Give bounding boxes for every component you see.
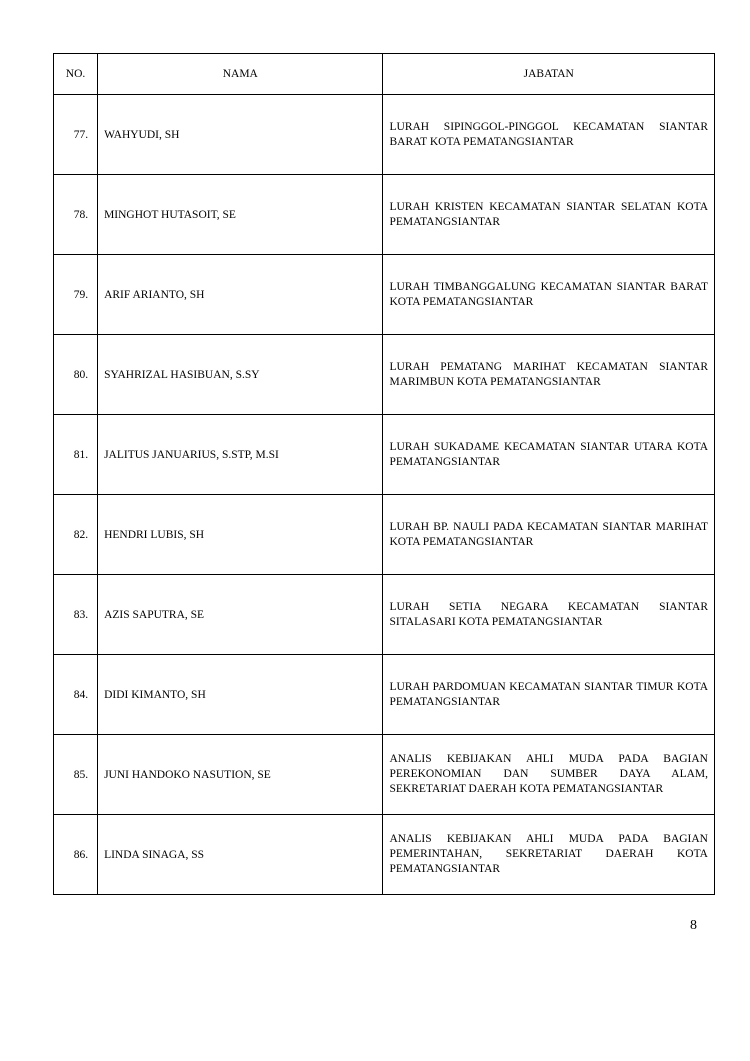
row-jabatan: LURAH PEMATANG MARIHAT KECAMATAN SIANTAR MARIMBUN KOTA PEMATANGSIANTAR [383, 335, 715, 415]
table-row [54, 815, 715, 895]
row-nama: SYAHRIZAL HASIBUAN, S.SY [98, 335, 383, 415]
row-jabatan: ANALIS KEBIJAKAN AHLI MUDA PADA BAGIAN PEREKONOMIAN DAN SUMBER DAYA ALAM, SEKRETARIAT DAERAH KOTA PEMATANGSIANTAR [383, 735, 715, 815]
row-number: 86. [54, 815, 98, 895]
row-number: 85. [54, 735, 98, 815]
row-jabatan: LURAH PARDOMUAN KECAMATAN SIANTAR TIMUR KOTA PEMATANGSIANTAR [383, 655, 715, 735]
row-jabatan: LURAH KRISTEN KECAMATAN SIANTAR SELATAN KOTA PEMATANGSIANTAR [383, 175, 715, 255]
page-number: 8 [690, 918, 697, 933]
header-no: NO. [54, 54, 98, 95]
row-number: 78. [54, 175, 98, 255]
row-number: 77. [54, 95, 98, 175]
officials-table [53, 53, 715, 895]
row-jabatan: LURAH SETIA NEGARA KECAMATAN SIANTAR SITALASARI KOTA PEMATANGSIANTAR [383, 575, 715, 655]
row-nama: HENDRI LUBIS, SH [98, 495, 383, 575]
table-row [54, 255, 715, 335]
row-nama: ARIF ARIANTO, SH [98, 255, 383, 335]
row-number: 83. [54, 575, 98, 655]
row-number: 80. [54, 335, 98, 415]
row-number: 82. [54, 495, 98, 575]
table-row [54, 655, 715, 735]
row-nama: AZIS SAPUTRA, SE [98, 575, 383, 655]
header-nama: NAMA [98, 54, 383, 95]
table-row [54, 415, 715, 495]
table-row [54, 495, 715, 575]
row-nama: LINDA SINAGA, SS [98, 815, 383, 895]
row-nama: DIDI KIMANTO, SH [98, 655, 383, 735]
row-nama: WAHYUDI, SH [98, 95, 383, 175]
row-nama: MINGHOT HUTASOIT, SE [98, 175, 383, 255]
table-row [54, 95, 715, 175]
table-row [54, 335, 715, 415]
row-nama: JALITUS JANUARIUS, S.STP, M.SI [98, 415, 383, 495]
table-row [54, 735, 715, 815]
row-number: 81. [54, 415, 98, 495]
row-jabatan: LURAH SIPINGGOL-PINGGOL KECAMATAN SIANTAR BARAT KOTA PEMATANGSIANTAR [383, 95, 715, 175]
row-jabatan: ANALIS KEBIJAKAN AHLI MUDA PADA BAGIAN PEMERINTAHAN, SEKRETARIAT DAERAH KOTA PEMATANGSIANTAR [383, 815, 715, 895]
row-jabatan: LURAH BP. NAULI PADA KECAMATAN SIANTAR MARIHAT KOTA PEMATANGSIANTAR [383, 495, 715, 575]
table-row [54, 575, 715, 655]
table-row [54, 175, 715, 255]
row-jabatan: LURAH TIMBANGGALUNG KECAMATAN SIANTAR BARAT KOTA PEMATANGSIANTAR [383, 255, 715, 335]
row-nama: JUNI HANDOKO NASUTION, SE [98, 735, 383, 815]
row-number: 84. [54, 655, 98, 735]
row-jabatan: LURAH SUKADAME KECAMATAN SIANTAR UTARA KOTA PEMATANGSIANTAR [383, 415, 715, 495]
header-jabatan: JABATAN [383, 54, 715, 95]
row-number: 79. [54, 255, 98, 335]
table-header-row [54, 54, 715, 95]
